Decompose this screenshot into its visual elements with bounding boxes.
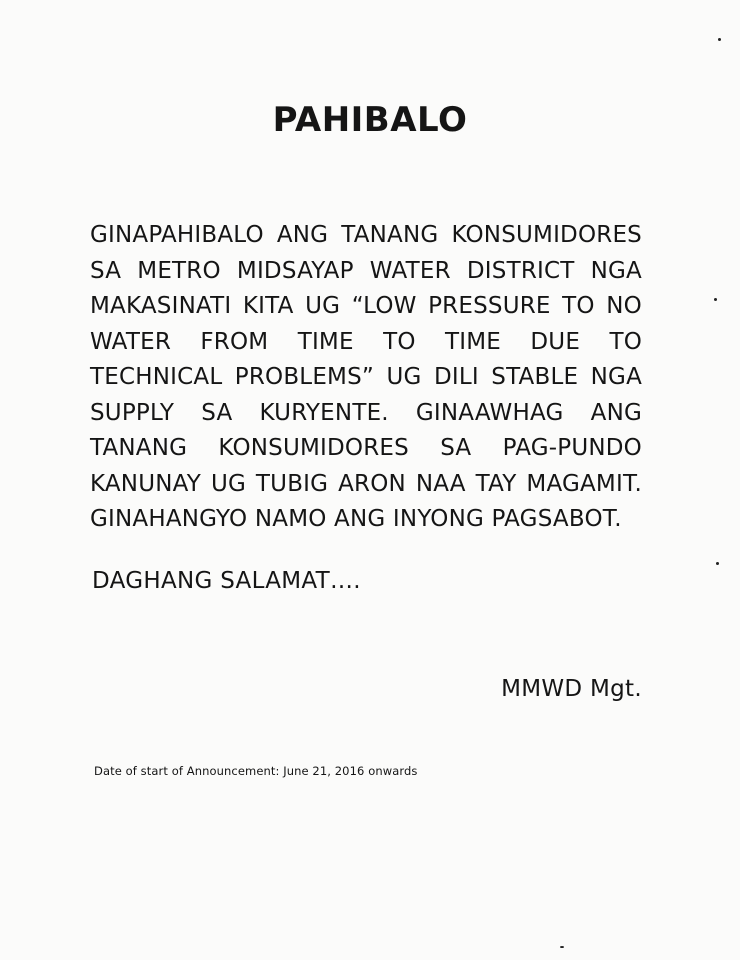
scan-speck — [716, 562, 719, 565]
scan-speck — [718, 38, 721, 41]
body-line: KANUNAY UG TUBIG ARON NAA TAY MAGAMIT. — [90, 470, 642, 497]
body-line: SUPPLY SA KURYENTE. GINAAWHAG ANG — [90, 399, 642, 426]
notice-body — [90, 218, 642, 538]
body-line: MAKASINATI KITA UG “LOW PRESSURE TO NO — [90, 293, 642, 319]
scan-speck — [714, 298, 717, 301]
announcement-date: Date of start of Announcement: June 21, 2016 onwards — [94, 764, 418, 778]
body-line: GINAHANGYO NAMO ANG INYONG PAGSABOT. — [90, 506, 622, 532]
closing-text: DAGHANG SALAMAT…. — [92, 568, 361, 594]
signature: MMWD Mgt. — [501, 676, 642, 702]
notice-title: PAHIBALO — [272, 100, 468, 140]
body-line: TECHNICAL PROBLEMS” UG DILI STABLE NGA — [90, 364, 642, 390]
scan-speck — [560, 946, 564, 948]
body-line: GINAPAHIBALO ANG TANANG KONSUMIDORES — [90, 222, 642, 248]
body-line: WATER FROM TIME TO TIME DUE TO — [90, 328, 642, 355]
body-line: TANANG KONSUMIDORES SA PAG-PUNDO — [90, 435, 642, 461]
body-line: SA METRO MIDSAYAP WATER DISTRICT NGA — [90, 257, 642, 284]
